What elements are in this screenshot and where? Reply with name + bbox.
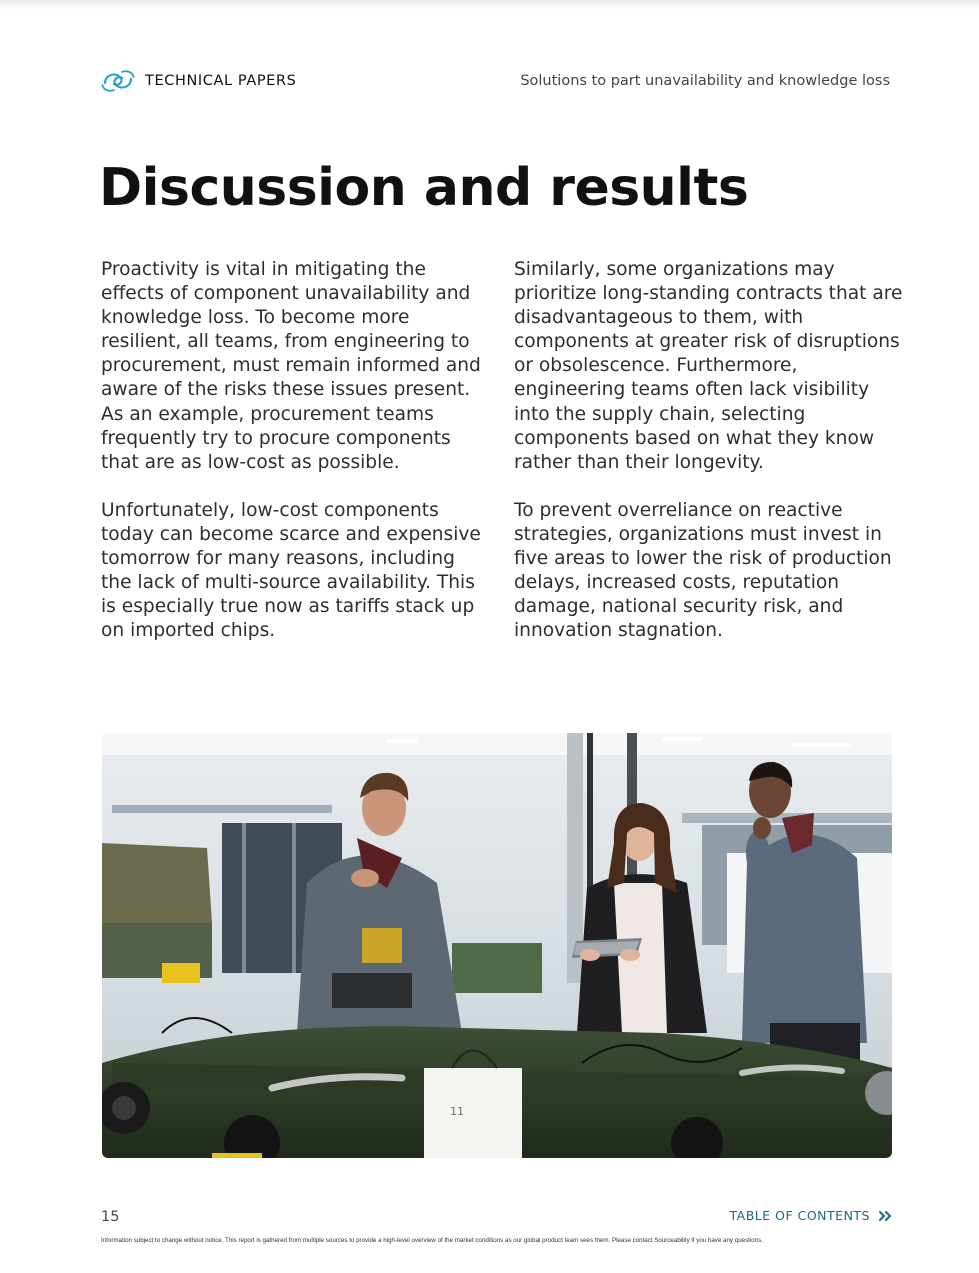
right-column <box>514 258 904 667</box>
page-header <box>101 66 890 96</box>
header-subtitle: Solutions to part unavailability and knowledge loss <box>520 73 890 89</box>
table-of-contents-link[interactable] <box>729 1208 894 1223</box>
paragraph: Proactivity is vital in mitigating the effects of component unavailability and knowledge loss. To become more resilient, all teams, from engineering to procurement, must remain informed and aware of the risks these issues present. As an example, procurement teams frequently try to procure components that are as low-cost as possible. <box>101 259 481 473</box>
page-title: Discussion and results <box>99 158 749 218</box>
page-top-edge <box>0 0 979 10</box>
brand-title: TECHNICAL PAPERS <box>145 73 297 89</box>
paragraph: To prevent overreliance on reactive strategies, organizations must invest in five areas to lower the risk of production delays, increased costs, reputation damage, national security risk, and innovation stagnation. <box>514 499 892 642</box>
left-column <box>101 258 491 667</box>
paragraph: Unfortunately, low-cost components today can become scarce and expensive tomorrow for many reasons, including the lack of multi-source availability. This is especially true now as tariffs stack up on imported chips. <box>101 499 481 642</box>
table-of-contents-label: TABLE OF CONTENTS <box>729 1208 870 1223</box>
factory-team-photo <box>102 733 892 1158</box>
double-chevron-right-icon <box>878 1210 894 1222</box>
swirl-logo-icon <box>101 69 135 93</box>
paragraph: Similarly, some organizations may prioritize long-standing contracts that are disadvantageous to them, with components at greater risk of disruptions or obsolescence. Furthermore, engineering teams often lack visibility into the supply chain, selecting components based on what they know rather than their longevity. <box>514 259 903 473</box>
footer-disclaimer: Information subject to change without notice. This report is gathered from multiple sources to provide a high-level overview of the market conditions as our global product team sees them. Please contact Sourceability if you have any questions. <box>101 1237 763 1244</box>
brand <box>101 69 296 93</box>
page-number: 15 <box>101 1209 120 1225</box>
photo-tag-text: 11 <box>450 1105 464 1118</box>
